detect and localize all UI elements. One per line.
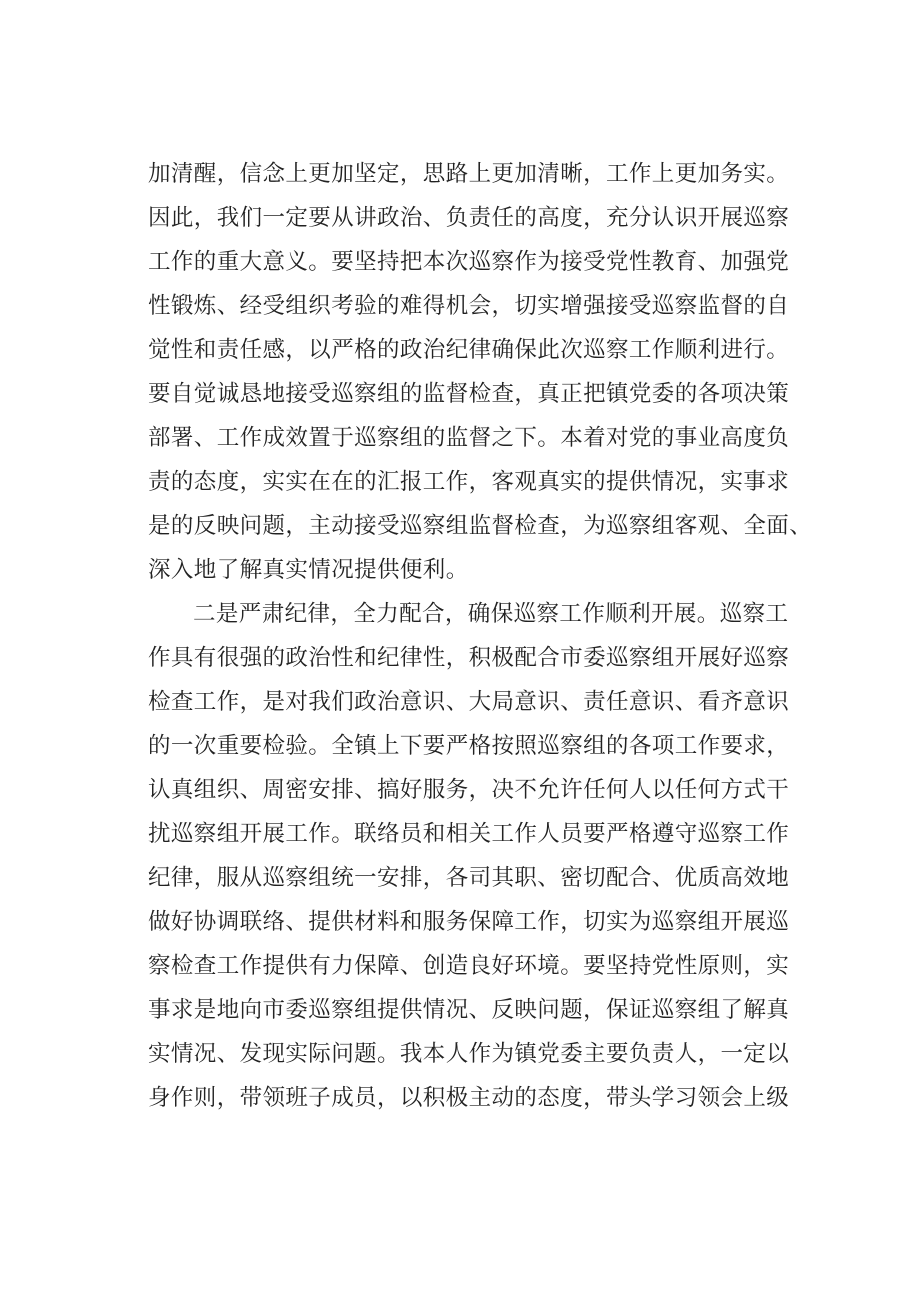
text-line: 加清醒，信念上更加坚定，思路上更加清晰，工作上更加务实。 bbox=[148, 161, 790, 187]
document-body bbox=[148, 152, 828, 1120]
text-line: 检查工作，是对我们政治意识、大局意识、责任意识、看齐意识 bbox=[148, 689, 790, 715]
text-line: 身作则，带领班子成员，以积极主动的态度，带头学习领会上级 bbox=[148, 1085, 790, 1111]
text-line: 扰巡察组开展工作。联络员和相关工作人员要严格遵守巡察工作 bbox=[148, 821, 790, 847]
text-line: 纪律，服从巡察组统一安排，各司其职、密切配合、优质高效地 bbox=[148, 865, 790, 891]
text-line: 要自觉诚恳地接受巡察组的监督检查，真正把镇党委的各项决策 bbox=[148, 381, 790, 407]
text-line: 深入地了解真实情况提供便利。 bbox=[148, 557, 469, 583]
text-line: 性锻炼、经受组织考验的难得机会，切实增强接受巡察监督的自 bbox=[148, 293, 790, 319]
text-line: 部署、工作成效置于巡察组的监督之下。本着对党的事业高度负 bbox=[148, 425, 790, 451]
text-line: 因此，我们一定要从讲政治、负责任的高度，充分认识开展巡察 bbox=[148, 205, 790, 231]
text-line: 是的反映问题，主动接受巡察组监督检查，为巡察组客观、全面、 bbox=[148, 513, 813, 539]
text-line: 实情况、发现实际问题。我本人作为镇党委主要负责人，一定以 bbox=[148, 1041, 790, 1067]
text-line: 责的态度，实实在在的汇报工作，客观真实的提供情况，实事求 bbox=[148, 469, 790, 495]
text-line: 事求是地向市委巡察组提供情况、反映问题，保证巡察组了解真 bbox=[148, 997, 790, 1023]
text-line: 作具有很强的政治性和纪律性，积极配合市委巡察组开展好巡察 bbox=[148, 645, 790, 671]
text-line: 觉性和责任感，以严格的政治纪律确保此次巡察工作顺利进行。 bbox=[148, 337, 790, 363]
text-line: 认真组织、周密安排、搞好服务，决不允许任何人以任何方式干 bbox=[148, 777, 790, 803]
text-line: 做好协调联络、提供材料和服务保障工作，切实为巡察组开展巡 bbox=[148, 909, 790, 935]
paragraph-start-line: 二是严肃纪律，全力配合，确保巡察工作顺利开展。巡察工 bbox=[193, 601, 789, 627]
text-line: 工作的重大意义。要坚持把本次巡察作为接受党性教育、加强党 bbox=[148, 249, 790, 275]
text-line: 的一次重要检验。全镇上下要严格按照巡察组的各项工作要求， bbox=[148, 733, 790, 759]
text-line: 察检查工作提供有力保障、创造良好环境。要坚持党性原则，实 bbox=[148, 953, 790, 979]
